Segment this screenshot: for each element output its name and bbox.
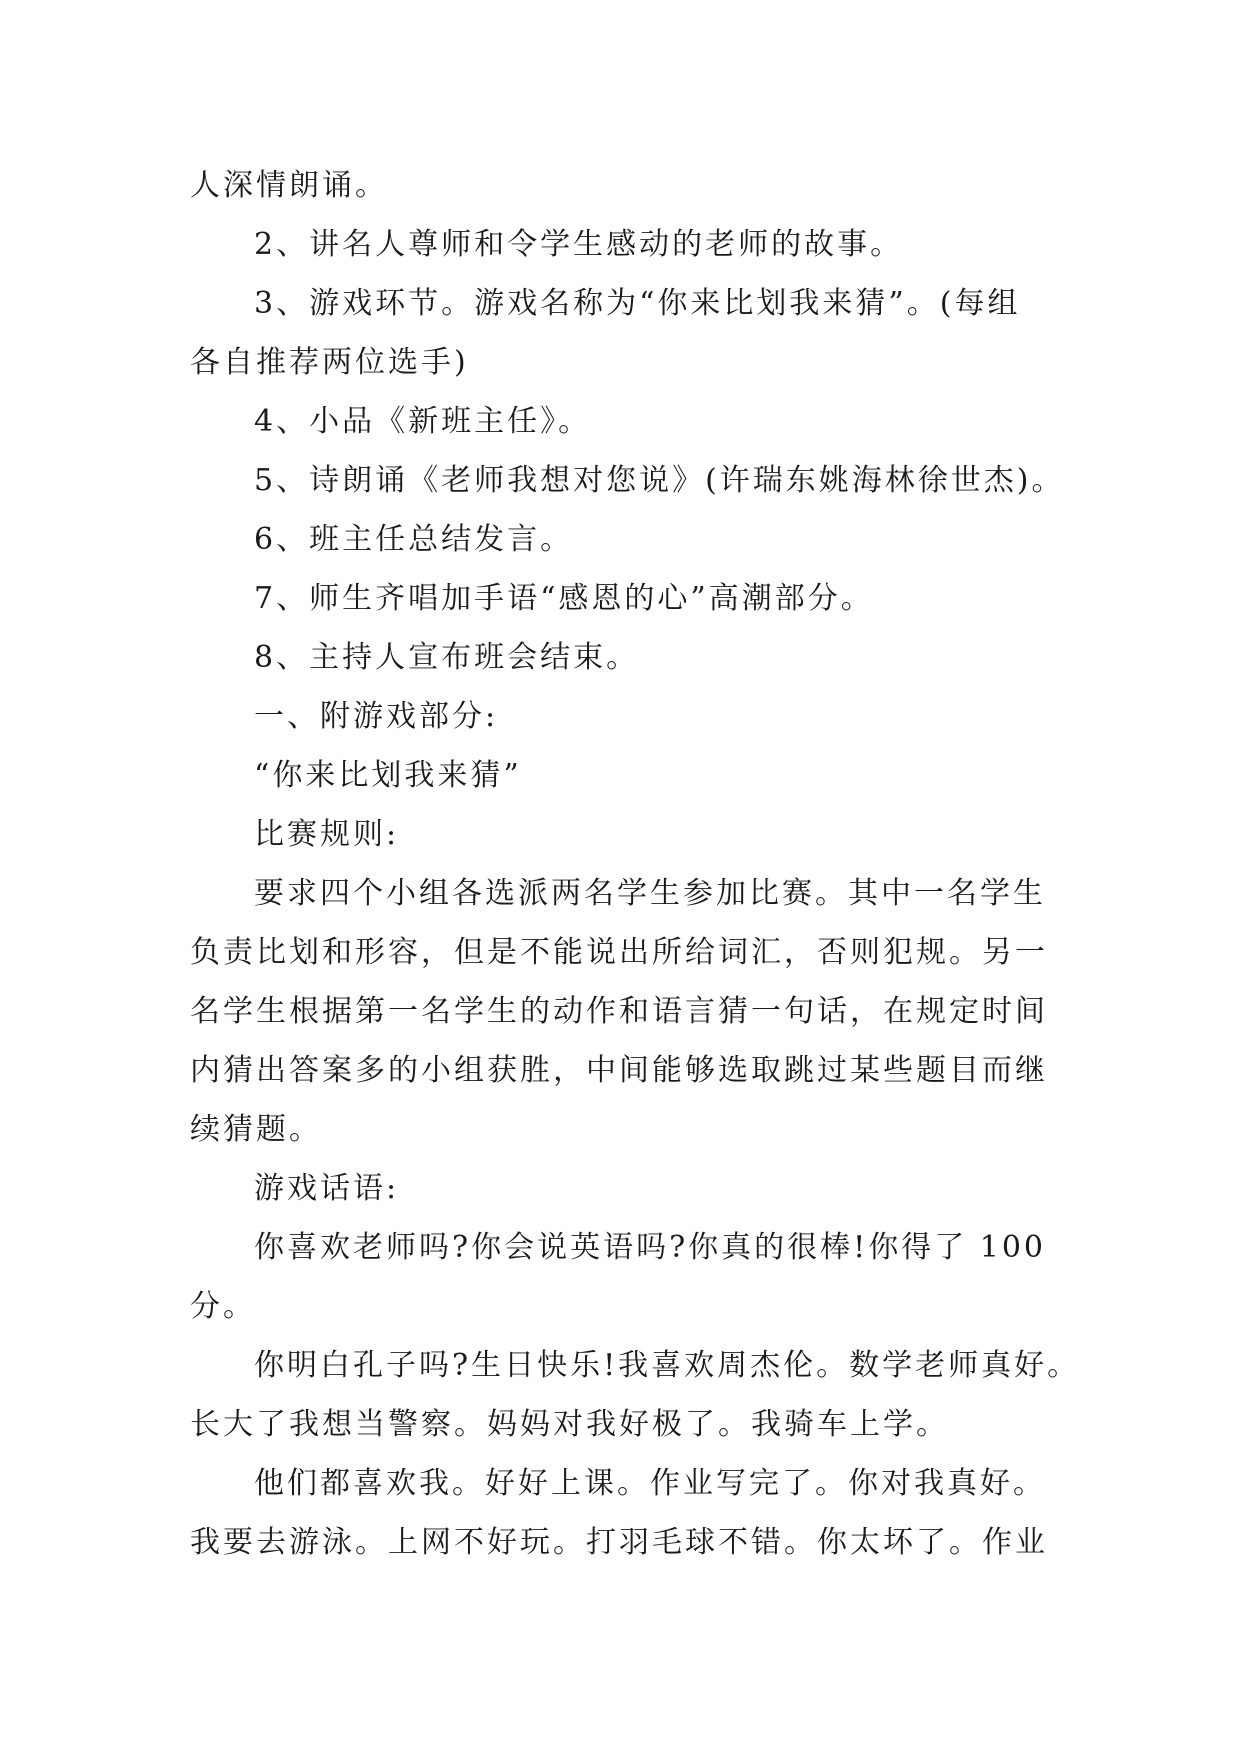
phrases-heading: 游戏话语: [254,1171,400,1206]
text-line: 6、班主任总结发言。 [254,522,574,557]
document-body [190,156,1081,1572]
text-line: 负责比划和形容，但是不能说出所给词汇，否则犯规。另一 [190,935,1048,970]
text-line: 内猜出答案多的小组获胜，中间能够选取跳过某些题目而继 [190,1053,1048,1088]
text-line: 人深情朗诵。 [190,168,388,203]
text-line: 长大了我想当警察。妈妈对我好极了。我骑车上学。 [190,1407,949,1442]
text-line: 你喜欢老师吗?你会说英语吗?你真的很棒!你得了 100 [254,1230,1047,1265]
section-heading: 一、附游戏部分: [254,699,499,734]
game-title: “你来比划我来猜” [254,758,522,793]
text-line: 2、讲名人尊师和令学生感动的老师的故事。 [254,227,904,262]
text-line: 7、师生齐唱加手语“感恩的心”高潮部分。 [254,581,874,616]
text-line: 名学生根据第一名学生的动作和语言猜一句话，在规定时间 [190,994,1048,1029]
text-line: 续猜题。 [190,1112,322,1147]
text-line: 3、游戏环节。游戏名称为“你来比划我来猜”。(每组 [254,286,1021,321]
text-line: 他们都喜欢我。好好上课。作业写完了。你对我真好。 [254,1466,1046,1501]
text-line: 4、小品《新班主任》。 [254,404,592,439]
text-line: 要求四个小组各选派两名学生参加比赛。其中一名学生 [254,876,1046,911]
text-line: 各自推荐两位选手) [190,345,469,380]
rules-heading: 比赛规则: [254,817,400,852]
text-line: 8、主持人宣布班会结束。 [254,640,640,675]
text-line: 我要去游泳。上网不好玩。打羽毛球不错。你太坏了。作业 [190,1525,1048,1560]
text-line: 分。 [190,1289,256,1324]
text-line: 5、诗朗诵《老师我想对您说》(许瑞东姚海林徐世杰)。 [254,463,1065,498]
text-line: 你明白孔子吗?生日快乐!我喜欢周杰伦。数学老师真好。 [254,1348,1081,1383]
